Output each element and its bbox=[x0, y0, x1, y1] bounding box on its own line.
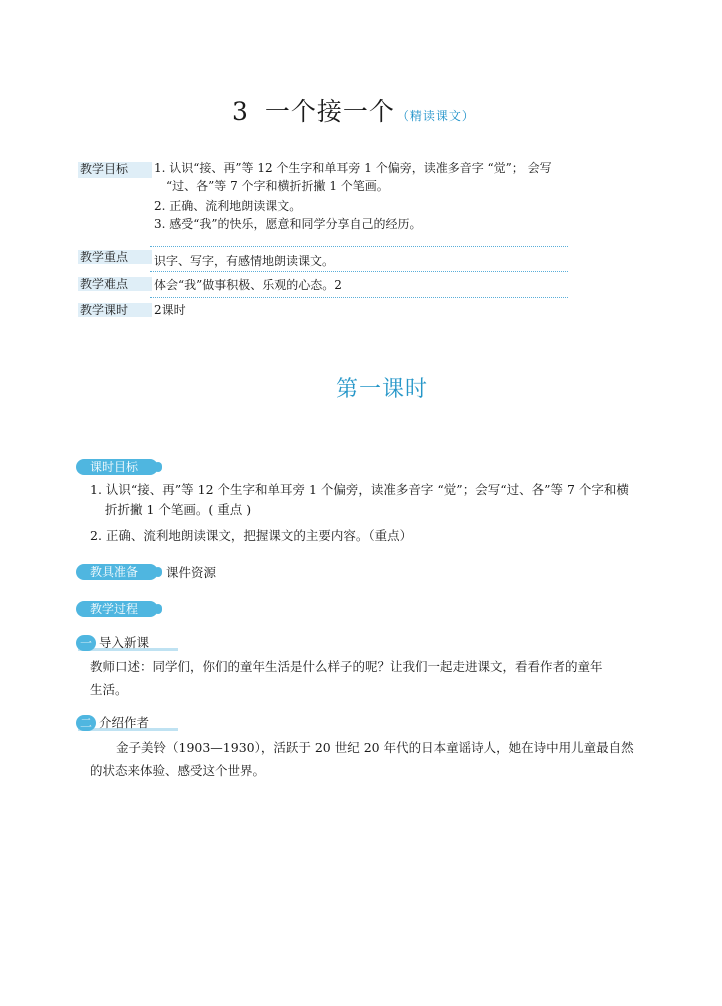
section-title: 第一课时 bbox=[336, 377, 429, 402]
lesson-goal-line-3: 2. 正确、流利地朗读课文，把握课文的主要内容。（重点） bbox=[90, 528, 413, 543]
step-line: 生活。 bbox=[90, 682, 128, 697]
key-text: 识字、写字，有感情地朗读课文。 bbox=[154, 254, 335, 268]
goal-line-1: 1. 认识“接、再”等 12 个生字和单耳旁 1 个偏旁，读准多音字 “觉”； 会写 bbox=[154, 161, 552, 175]
lesson-title bbox=[232, 92, 475, 128]
step-number-badge: 一 bbox=[76, 635, 96, 651]
process-label: 教学过程 bbox=[90, 602, 139, 616]
hours-label: 教学课时 bbox=[78, 303, 152, 317]
hours-text: 2课时 bbox=[154, 303, 186, 317]
step-title: 介绍作者 bbox=[99, 715, 150, 730]
process-pill bbox=[76, 601, 158, 617]
divider bbox=[150, 297, 568, 298]
goal-line-3: 2. 正确、流利地朗读课文。 bbox=[154, 199, 302, 213]
difficulty-text: 体会“我”做事积极、乐观的心态。2 bbox=[154, 278, 342, 292]
goal-label: 教学目标 bbox=[78, 162, 152, 178]
lesson-goal-line-2: 折折撇 1 个笔画。( 重点 ) bbox=[105, 502, 252, 517]
lesson-title-text: 一个接一个 bbox=[264, 97, 395, 126]
lesson-goals-label: 课时目标 bbox=[90, 460, 139, 474]
step-number-badge: 二 bbox=[76, 715, 96, 731]
key-label: 教学重点 bbox=[78, 250, 152, 264]
goal-line-2: “过、各”等 7 个字和横折折撇 1 个笔画。 bbox=[166, 179, 389, 193]
divider bbox=[150, 271, 568, 272]
step-line: 的状态来体验、感受这个世界。 bbox=[90, 763, 266, 778]
prep-text: 课件资源 bbox=[166, 565, 217, 580]
divider bbox=[150, 246, 568, 247]
lesson-type-tag: （精读课文） bbox=[396, 109, 475, 123]
lesson-goals-pill bbox=[76, 459, 158, 475]
prep-pill bbox=[76, 564, 158, 580]
goal-line-4: 3. 感受“我”的快乐，愿意和同学分享自己的经历。 bbox=[154, 217, 422, 231]
step-line: 教师口述：同学们，你们的童年生活是什么样子的呢？让我们一起走进课文，看看作者的童年 bbox=[90, 659, 603, 674]
lesson-goal-line-1: 1. 认识“接、再”等 12 个生字和单耳旁 1 个偏旁，读准多音字 “觉”；会写“过、各”等 7 个字和横 bbox=[90, 482, 629, 497]
prep-label: 教具准备 bbox=[90, 565, 139, 579]
step-line: 金子美铃（1903—1930），活跃于 20 世纪 20 年代的日本童谣诗人，她在诗中用儿童最自然 bbox=[116, 740, 634, 755]
lesson-number: 3 bbox=[232, 97, 249, 126]
step-title: 导入新课 bbox=[99, 635, 150, 650]
difficulty-label: 教学难点 bbox=[78, 277, 152, 291]
